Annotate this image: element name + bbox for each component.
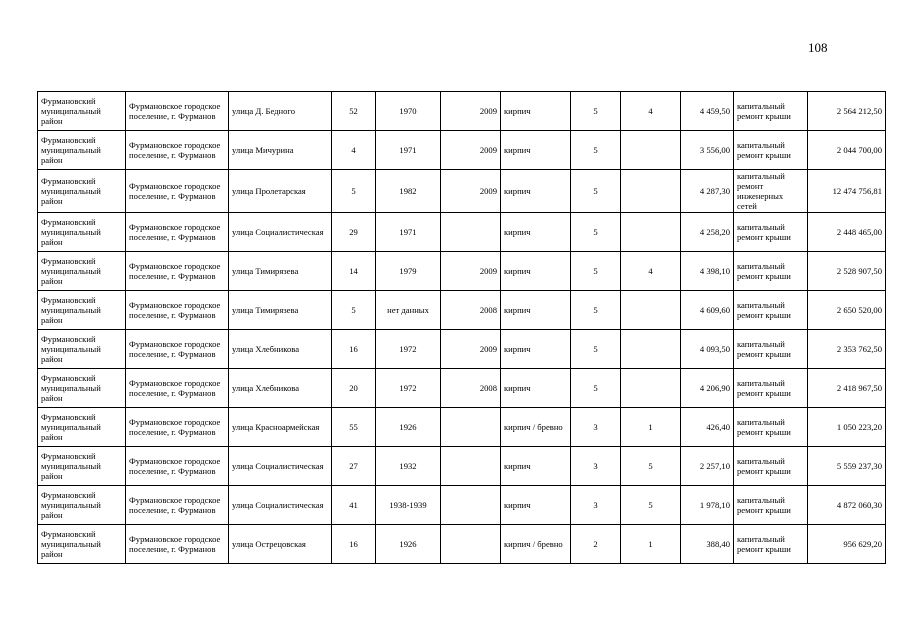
entrances-cell: 5 (621, 486, 681, 525)
house-number-cell: 20 (332, 369, 376, 408)
work-type-cell: капитальный ремонт крыши (734, 525, 808, 564)
wall-material-cell: кирпич (501, 131, 571, 170)
repair-year-cell: 2008 (441, 369, 501, 408)
floors-cell: 5 (571, 291, 621, 330)
entrances-cell: 4 (621, 252, 681, 291)
repair-year-cell: 2009 (441, 170, 501, 213)
work-type-cell: капитальный ремонт крыши (734, 330, 808, 369)
settlement-cell: Фурмановское городское поселение, г. Фурманов (126, 525, 229, 564)
table-row (38, 369, 886, 408)
repair-year-cell: 2009 (441, 131, 501, 170)
work-type-cell: капитальный ремонт инженерных сетей (734, 170, 808, 213)
area-cell: 4 258,20 (681, 213, 734, 252)
settlement-cell: Фурмановское городское поселение, г. Фурманов (126, 369, 229, 408)
street-cell: улица Хлебникова (229, 369, 332, 408)
floors-cell: 3 (571, 447, 621, 486)
entrances-cell: 4 (621, 92, 681, 131)
repair-year-cell: 2009 (441, 252, 501, 291)
district-cell: Фурмановский муниципальный район (38, 447, 126, 486)
work-type-cell: капитальный ремонт крыши (734, 291, 808, 330)
area-cell: 1 978,10 (681, 486, 734, 525)
floors-cell: 5 (571, 131, 621, 170)
district-cell: Фурмановский муниципальный район (38, 486, 126, 525)
cost-cell: 12 474 756,81 (808, 170, 886, 213)
area-cell: 426,40 (681, 408, 734, 447)
cost-cell: 956 629,20 (808, 525, 886, 564)
street-cell: улица Социалистическая (229, 486, 332, 525)
area-cell: 4 459,50 (681, 92, 734, 131)
floors-cell: 2 (571, 525, 621, 564)
floors-cell: 3 (571, 408, 621, 447)
build-year-cell: 1926 (376, 525, 441, 564)
settlement-cell: Фурмановское городское поселение, г. Фурманов (126, 131, 229, 170)
table-row (38, 170, 886, 213)
work-type-cell: капитальный ремонт крыши (734, 369, 808, 408)
wall-material-cell: кирпич (501, 486, 571, 525)
table-row (38, 291, 886, 330)
wall-material-cell: кирпич (501, 330, 571, 369)
repair-year-cell (441, 447, 501, 486)
district-cell: Фурмановский муниципальный район (38, 131, 126, 170)
entrances-cell (621, 213, 681, 252)
build-year-cell: нет данных (376, 291, 441, 330)
floors-cell: 5 (571, 252, 621, 291)
floors-cell: 5 (571, 330, 621, 369)
floors-cell: 3 (571, 486, 621, 525)
build-year-cell: 1972 (376, 330, 441, 369)
area-cell: 2 257,10 (681, 447, 734, 486)
district-cell: Фурмановский муниципальный район (38, 92, 126, 131)
house-number-cell: 41 (332, 486, 376, 525)
cost-cell: 2 448 465,00 (808, 213, 886, 252)
street-cell: улица Острецовская (229, 525, 332, 564)
page-number: 108 (808, 40, 828, 55)
settlement-cell: Фурмановское городское поселение, г. Фурманов (126, 213, 229, 252)
area-cell: 4 206,90 (681, 369, 734, 408)
build-year-cell: 1979 (376, 252, 441, 291)
build-year-cell: 1972 (376, 369, 441, 408)
build-year-cell: 1971 (376, 131, 441, 170)
table-row (38, 447, 886, 486)
repair-year-cell (441, 525, 501, 564)
wall-material-cell: кирпич (501, 252, 571, 291)
entrances-cell: 5 (621, 447, 681, 486)
table-row (38, 330, 886, 369)
entrances-cell (621, 131, 681, 170)
table-body (38, 92, 886, 564)
area-cell: 4 093,50 (681, 330, 734, 369)
build-year-cell: 1938-1939 (376, 486, 441, 525)
wall-material-cell: кирпич (501, 447, 571, 486)
area-cell: 4 609,60 (681, 291, 734, 330)
house-number-cell: 14 (332, 252, 376, 291)
street-cell: улица Д. Бедного (229, 92, 332, 131)
street-cell: улица Пролетарская (229, 170, 332, 213)
cost-cell: 2 650 520,00 (808, 291, 886, 330)
settlement-cell: Фурмановское городское поселение, г. Фурманов (126, 170, 229, 213)
entrances-cell (621, 170, 681, 213)
settlement-cell: Фурмановское городское поселение, г. Фурманов (126, 330, 229, 369)
build-year-cell: 1932 (376, 447, 441, 486)
settlement-cell: Фурмановское городское поселение, г. Фурманов (126, 252, 229, 291)
housing-repair-table (37, 91, 886, 564)
house-number-cell: 16 (332, 330, 376, 369)
table-row (38, 525, 886, 564)
district-cell: Фурмановский муниципальный район (38, 408, 126, 447)
settlement-cell: Фурмановское городское поселение, г. Фурманов (126, 92, 229, 131)
wall-material-cell: кирпич (501, 92, 571, 131)
cost-cell: 4 872 060,30 (808, 486, 886, 525)
district-cell: Фурмановский муниципальный район (38, 213, 126, 252)
house-number-cell: 4 (332, 131, 376, 170)
area-cell: 4 398,10 (681, 252, 734, 291)
wall-material-cell: кирпич (501, 170, 571, 213)
entrances-cell: 1 (621, 408, 681, 447)
district-cell: Фурмановский муниципальный район (38, 330, 126, 369)
street-cell: улица Тимирязева (229, 291, 332, 330)
settlement-cell: Фурмановское городское поселение, г. Фурманов (126, 291, 229, 330)
wall-material-cell: кирпич (501, 369, 571, 408)
table-row (38, 92, 886, 131)
entrances-cell (621, 369, 681, 408)
repair-year-cell (441, 408, 501, 447)
street-cell: улица Красноармейская (229, 408, 332, 447)
work-type-cell: капитальный ремонт крыши (734, 252, 808, 291)
work-type-cell: капитальный ремонт крыши (734, 131, 808, 170)
street-cell: улица Хлебникова (229, 330, 332, 369)
street-cell: улица Мичурина (229, 131, 332, 170)
house-number-cell: 5 (332, 170, 376, 213)
area-cell: 4 287,30 (681, 170, 734, 213)
street-cell: улица Социалистическая (229, 213, 332, 252)
district-cell: Фурмановский муниципальный район (38, 252, 126, 291)
entrances-cell (621, 291, 681, 330)
cost-cell: 2 564 212,50 (808, 92, 886, 131)
table-row (38, 408, 886, 447)
cost-cell: 2 418 967,50 (808, 369, 886, 408)
cost-cell: 5 559 237,30 (808, 447, 886, 486)
repair-year-cell (441, 213, 501, 252)
settlement-cell: Фурмановское городское поселение, г. Фурманов (126, 447, 229, 486)
repair-year-cell: 2009 (441, 92, 501, 131)
wall-material-cell: кирпич / бревно (501, 408, 571, 447)
build-year-cell: 1926 (376, 408, 441, 447)
build-year-cell: 1982 (376, 170, 441, 213)
wall-material-cell: кирпич (501, 291, 571, 330)
work-type-cell: капитальный ремонт крыши (734, 213, 808, 252)
table-row (38, 213, 886, 252)
house-number-cell: 27 (332, 447, 376, 486)
floors-cell: 5 (571, 92, 621, 131)
house-number-cell: 29 (332, 213, 376, 252)
settlement-cell: Фурмановское городское поселение, г. Фурманов (126, 486, 229, 525)
build-year-cell: 1971 (376, 213, 441, 252)
settlement-cell: Фурмановское городское поселение, г. Фурманов (126, 408, 229, 447)
house-number-cell: 5 (332, 291, 376, 330)
build-year-cell: 1970 (376, 92, 441, 131)
repair-year-cell (441, 486, 501, 525)
repair-year-cell: 2009 (441, 330, 501, 369)
house-number-cell: 55 (332, 408, 376, 447)
cost-cell: 2 353 762,50 (808, 330, 886, 369)
work-type-cell: капитальный ремонт крыши (734, 447, 808, 486)
district-cell: Фурмановский муниципальный район (38, 170, 126, 213)
cost-cell: 1 050 223,20 (808, 408, 886, 447)
entrances-cell: 1 (621, 525, 681, 564)
wall-material-cell: кирпич / бревно (501, 525, 571, 564)
district-cell: Фурмановский муниципальный район (38, 369, 126, 408)
area-cell: 388,40 (681, 525, 734, 564)
repair-year-cell: 2008 (441, 291, 501, 330)
floors-cell: 5 (571, 369, 621, 408)
floors-cell: 5 (571, 170, 621, 213)
cost-cell: 2 528 907,50 (808, 252, 886, 291)
table-row (38, 486, 886, 525)
work-type-cell: капитальный ремонт крыши (734, 92, 808, 131)
work-type-cell: капитальный ремонт крыши (734, 486, 808, 525)
house-number-cell: 52 (332, 92, 376, 131)
district-cell: Фурмановский муниципальный район (38, 525, 126, 564)
table-row (38, 131, 886, 170)
entrances-cell (621, 330, 681, 369)
area-cell: 3 556,00 (681, 131, 734, 170)
district-cell: Фурмановский муниципальный район (38, 291, 126, 330)
cost-cell: 2 044 700,00 (808, 131, 886, 170)
street-cell: улица Социалистическая (229, 447, 332, 486)
floors-cell: 5 (571, 213, 621, 252)
wall-material-cell: кирпич (501, 213, 571, 252)
street-cell: улица Тимирязева (229, 252, 332, 291)
house-number-cell: 16 (332, 525, 376, 564)
table-row (38, 252, 886, 291)
work-type-cell: капитальный ремонт крыши (734, 408, 808, 447)
